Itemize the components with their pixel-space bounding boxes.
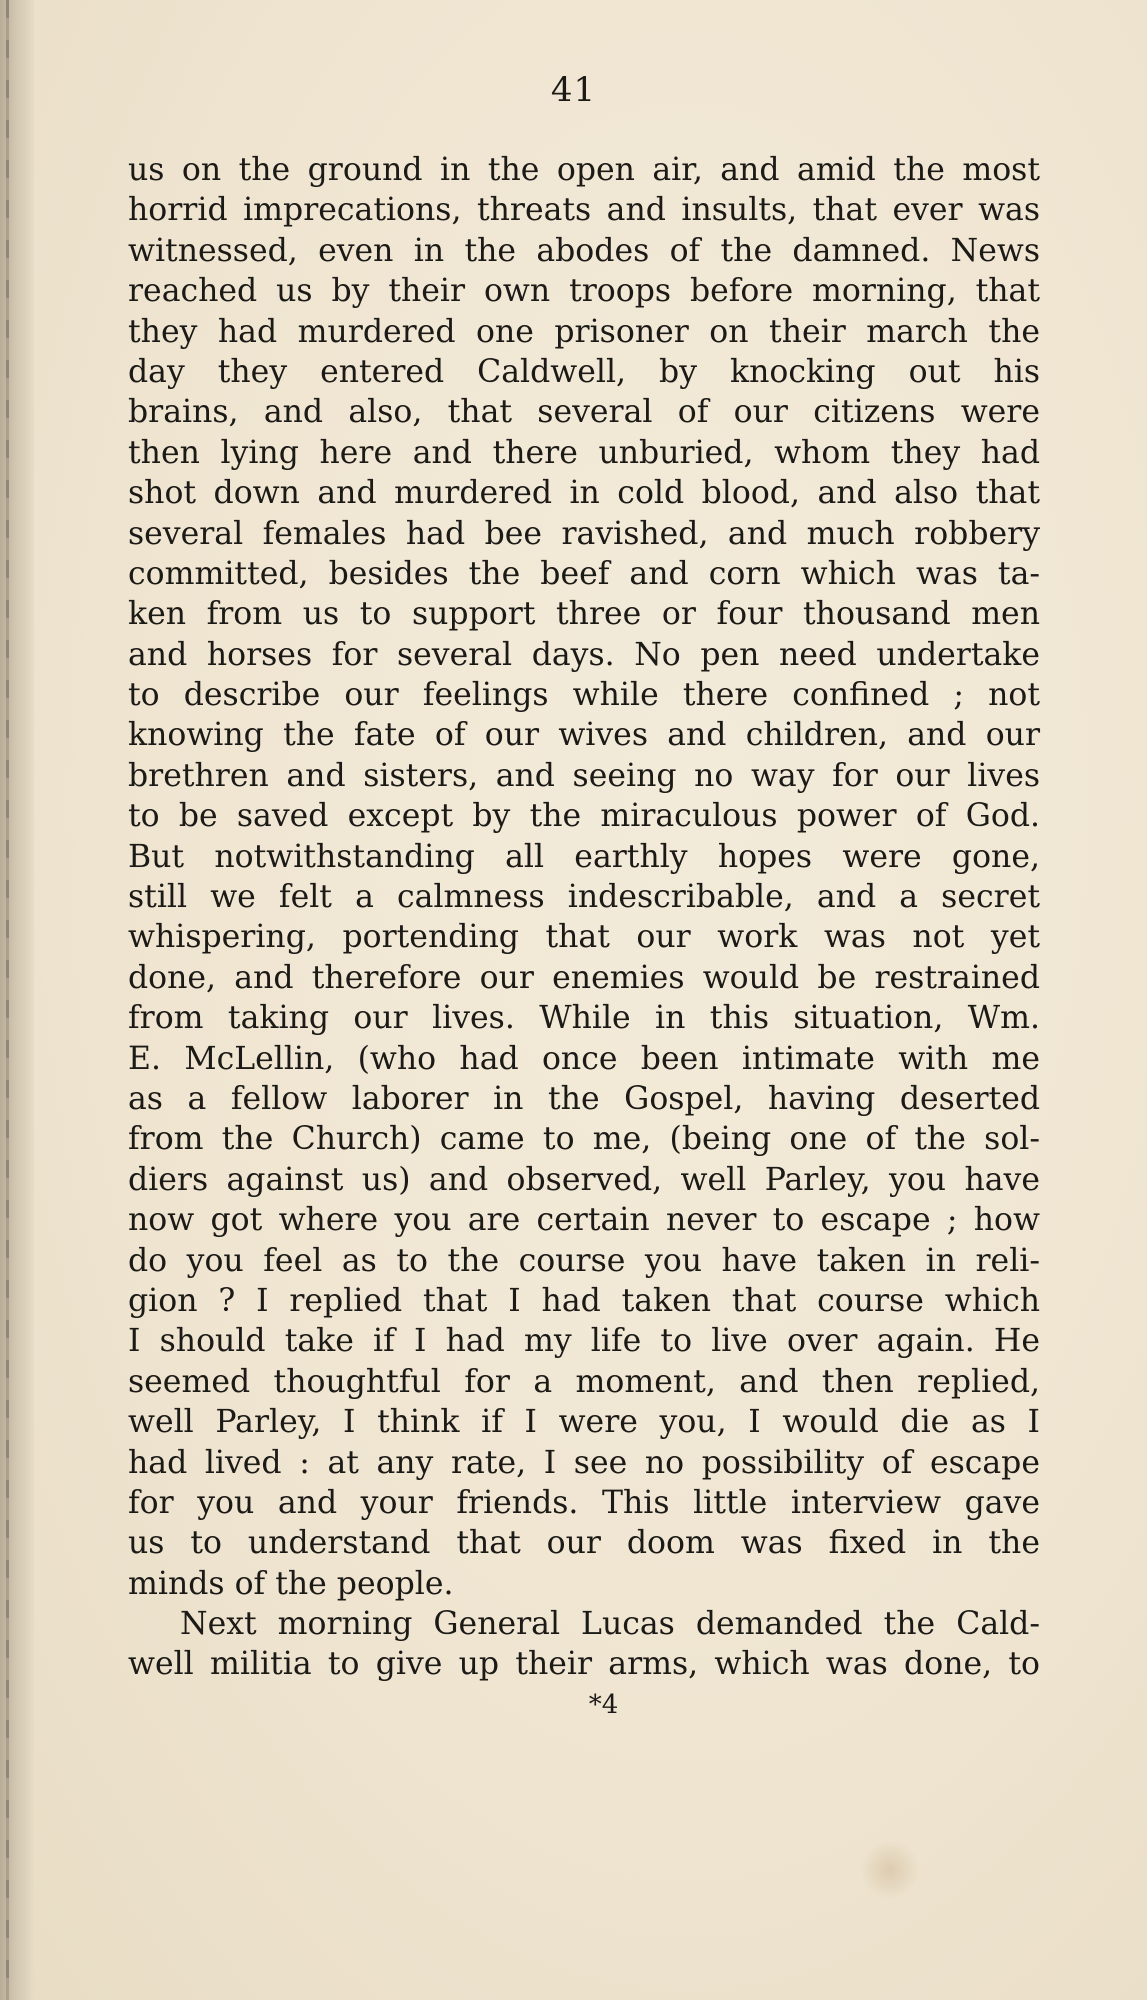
text-line: day they entered Caldwell, by knocking out his	[128, 353, 1040, 390]
text-line: from the Church) came to me, (being one of the sol-	[128, 1121, 1040, 1158]
text-line: us to understand that our doom was fixed in the	[128, 1525, 1040, 1562]
text-line: whispering, portending that our work was not yet	[128, 919, 1040, 956]
page-number: 41	[550, 70, 597, 110]
text-line: several females had bee ravished, and much robbery	[128, 515, 1040, 552]
text-line: and horses for several days. No pen need undertake	[128, 636, 1040, 673]
text-line: do you feel as to the course you have taken in reli-	[128, 1242, 1040, 1279]
text-line: brethren and sisters, and seeing no way for our lives	[128, 757, 1040, 794]
text-line: knowing the fate of our wives and children, and our	[128, 717, 1040, 754]
body-text	[128, 150, 1040, 1685]
text-line: done, and therefore our enemies would be restrained	[128, 959, 1040, 996]
text-line: shot down and murdered in cold blood, and also that	[128, 475, 1040, 512]
text-line: ken from us to support three or four thousand men	[128, 596, 1040, 633]
paper-stain	[860, 1840, 920, 1900]
text-line: as a fellow laborer in the Gospel, having deserted	[128, 1080, 1040, 1117]
text-line: from taking our lives. While in this situation, Wm.	[128, 1000, 1040, 1037]
text-line: witnessed, even in the abodes of the damned. News	[128, 232, 1040, 269]
text-line: brains, and also, that several of our citizens were	[128, 394, 1040, 431]
text-line: Next morning General Lucas demanded the Cald-	[180, 1606, 1040, 1643]
text-line: gion ? I replied that I had taken that course which	[128, 1282, 1040, 1319]
text-line: had lived : at any rate, I see no possibility of escape	[128, 1444, 1040, 1481]
text-line: I should take if I had my life to live over again. He	[128, 1323, 1040, 1360]
text-line: to describe our feelings while there confined ; not	[128, 677, 1040, 714]
text-line: reached us by their own troops before morning, that	[128, 273, 1040, 310]
text-line: seemed thoughtful for a moment, and then replied,	[128, 1363, 1040, 1400]
text-line: still we felt a calmness indescribable, and a secret	[128, 879, 1040, 916]
text-line: horrid imprecations, threats and insults, that ever was	[128, 192, 1040, 229]
text-line: well militia to give up their arms, which was done, to	[128, 1646, 1040, 1683]
text-line: But notwithstanding all earthly hopes were gone,	[128, 838, 1040, 875]
text-line: well Parley, I think if I were you, I would die as I	[128, 1404, 1040, 1441]
text-line: then lying here and there unburied, whom they had	[128, 434, 1040, 471]
text-line: committed, besides the beef and corn which was ta-	[128, 555, 1040, 592]
text-line: us on the ground in the open air, and amid the most	[128, 152, 1040, 188]
signature-mark: *4	[588, 1690, 619, 1720]
text-line: minds of the people.	[128, 1565, 454, 1602]
text-line: E. McLellin, (who had once been intimate with me	[128, 1040, 1040, 1077]
text-line: now got where you are certain never to escape ; how	[128, 1202, 1040, 1239]
text-line: for you and your friends. This little interview gave	[128, 1484, 1040, 1521]
text-line: diers against us) and observed, well Parley, you have	[128, 1161, 1040, 1198]
text-line: they had murdered one prisoner on their march the	[128, 313, 1040, 350]
text-line: to be saved except by the miraculous power of God.	[128, 798, 1040, 835]
